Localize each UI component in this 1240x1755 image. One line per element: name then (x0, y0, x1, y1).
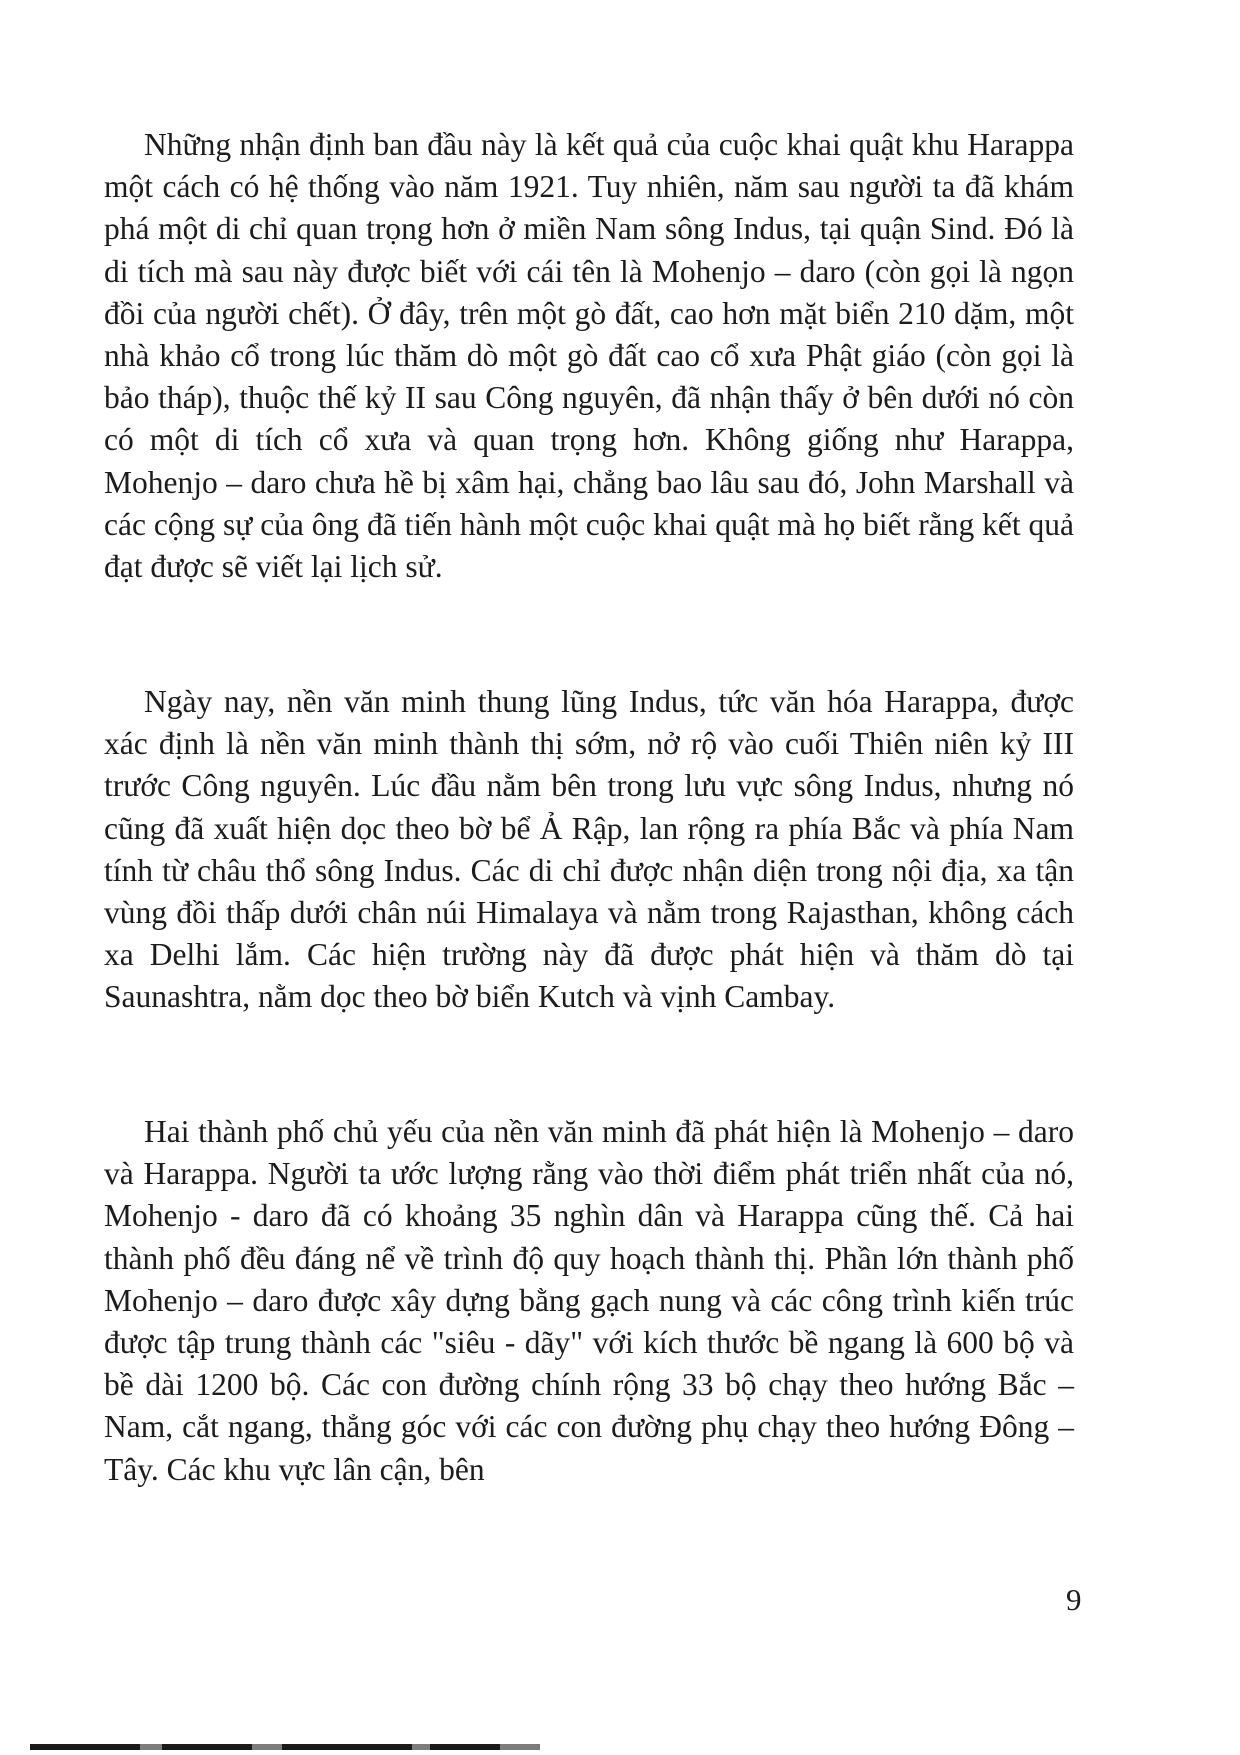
page-number: 9 (1066, 1582, 1082, 1617)
paragraph-excavation: Những nhận định ban đầu này là kết quả của cuộc khai quật khu Harappa một cách có hệ thống vào năm 1921. Tuy nhiên, năm sau người ta đã khám phá một di chỉ quan trọng hơn ở miền Nam sông Indus, tại quận Sind. Đó là di tích mà sau này được biết với cái tên là Mohenjo – daro (còn gọi là ngọn đồi của người chết). Ở đây, trên một gò đất, cao hơn mặt biển 210 dặm, một nhà khảo cổ trong lúc thăm dò một gò đất cao cổ xưa Phật giáo (còn gọi là bảo tháp), thuộc thế kỷ II sau Công nguyên, đã nhận thấy ở bên dưới nó còn có một di tích cổ xưa và quan trọng hơn. Không giống như Harappa, Mohenjo – daro chưa hề bị xâm hại, chẳng bao lâu sau đó, John Marshall và các cộng sự của ông đã tiến hành một cuộc khai quật mà họ biết rằng kết quả đạt được sẽ viết lại lịch sử. (104, 127, 1074, 585)
paragraph-cities: Hai thành phố chủ yếu của nền văn minh đã phát hiện là Mohenjo – daro và Harappa. Người ta ước lượng rằng vào thời điểm phát triển nhất của nó, Mohenjo - daro đã có khoảng 35 nghìn dân và Harappa cũng thế. Cả hai thành phố đều đáng nể về trình độ quy hoạch thành thị. Phần lớn thành phố Mohenjo – daro được xây dựng bằng gạch nung và các công trình kiến trúc được tập trung thành các "siêu - dãy" với kích thước bề ngang là 600 bộ và bề dài 1200 bộ. Các con đường chính rộng 33 bộ chạy theo hướng Bắc – Nam, cắt ngang, thẳng góc với các con đường phụ chạy theo hướng Đông – Tây. Các khu vực lân cận, bên (104, 1114, 1074, 1487)
paragraph-indus-civilization: Ngày nay, nền văn minh thung lũng Indus, tức văn hóa Harappa, được xác định là nền văn minh thành thị sớm, nở rộ vào cuối Thiên niên kỷ III trước Công nguyên. Lúc đầu nằm bên trong lưu vực sông Indus, nhưng nó cũng đã xuất hiện dọc theo bờ bể Ả Rập, lan rộng ra phía Bắc và phía Nam tính từ châu thổ sông Indus. Các di chỉ được nhận diện trong nội địa, xa tận vùng đồi thấp dưới chân núi Himalaya và nằm trong Rajasthan, không cách xa Delhi lắm. Các hiện trường này đã được phát hiện và thăm dò tại Saunashtra, nằm dọc theo bờ biển Kutch và vịnh Cambay. (104, 684, 1074, 1015)
scan-bottom-edge (0, 1738, 1240, 1755)
